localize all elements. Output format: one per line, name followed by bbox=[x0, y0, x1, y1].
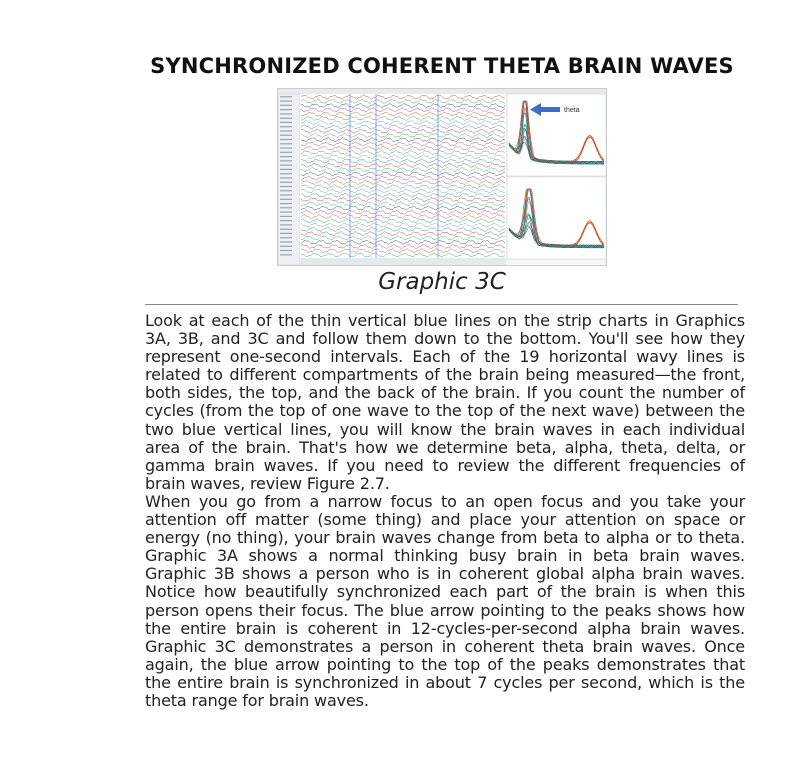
channel-label-placeholder bbox=[280, 143, 292, 144]
channel-label-placeholder bbox=[280, 152, 292, 153]
strip-chart bbox=[300, 94, 506, 258]
eeg-menu-bar bbox=[278, 89, 606, 94]
time-axis bbox=[300, 258, 506, 265]
channel-label-placeholder bbox=[280, 190, 292, 191]
channel-label-placeholder bbox=[280, 199, 292, 200]
channel-label-placeholder bbox=[280, 160, 292, 161]
channel-label-placeholder bbox=[280, 165, 292, 166]
body-text bbox=[145, 312, 745, 710]
channel-label-placeholder bbox=[280, 173, 292, 174]
channel-label-placeholder bbox=[280, 250, 292, 251]
channel-label-placeholder bbox=[280, 105, 292, 106]
channel-label-placeholder bbox=[280, 224, 292, 225]
channel-label-placeholder bbox=[280, 182, 292, 183]
channel-label-placeholder bbox=[280, 220, 292, 221]
channel-label-placeholder bbox=[280, 130, 292, 131]
eeg-screenshot-figure bbox=[277, 88, 607, 266]
channel-label-placeholder bbox=[280, 212, 292, 213]
channel-label-placeholder bbox=[280, 254, 292, 255]
channel-label-placeholder bbox=[280, 241, 292, 242]
channel-label-placeholder bbox=[280, 156, 292, 157]
channel-label-placeholder bbox=[280, 109, 292, 110]
channel-label-placeholder bbox=[280, 233, 292, 234]
channel-label-placeholder bbox=[280, 216, 292, 217]
paragraph: Look at each of the thin vertical blue lines on the strip charts in Graphics 3A, 3B, and 3C and follow them down to the bottom. You'll see how they represent one-second intervals. Each of the 19 horizontal wavy lines is related to different compartments of the brain being measured—the front, both sides, the top, and the back of the brain. If you count the number of cycles (from the top of one wave to the top of the next wave) between the two blue vertical lines, you will know the brain waves in each individual area of the brain. That's how we determine beta, alpha, theta, delta, or gamma brain waves. If you need to review the different frequencies of brain waves, review Figure 2.7. bbox=[145, 311, 745, 493]
channel-label-placeholder bbox=[280, 229, 292, 230]
arrow-label: theta bbox=[564, 107, 580, 114]
channel-label-placeholder bbox=[280, 118, 292, 119]
channel-label-placeholder bbox=[280, 207, 292, 208]
channel-label-placeholder bbox=[280, 246, 292, 247]
channel-label-placeholder bbox=[280, 203, 292, 204]
channel-label-placeholder bbox=[280, 135, 292, 136]
eeg-graphic bbox=[278, 89, 606, 265]
page-title: SYNCHRONIZED COHERENT THETA BRAIN WAVES bbox=[150, 54, 734, 78]
channel-label-placeholder bbox=[280, 113, 292, 114]
channel-label-placeholder bbox=[280, 96, 292, 97]
channel-label-placeholder bbox=[280, 177, 292, 178]
channel-label-placeholder bbox=[280, 237, 292, 238]
channel-label-placeholder bbox=[280, 101, 292, 102]
paragraph: When you go from a narrow focus to an open focus and you take your attention off matter (some thing) and place your attention on space or energy (no thing), your brain waves change from beta to alpha or to theta. Graphic 3A shows a normal thinking busy brain in beta brain waves. Graphic 3B shows a person who is in coherent global alpha brain waves. Notice how beautifully synchronized each part of the brain is when this person opens their focus. The blue arrow pointing to the peaks shows how the entire brain is coherent in 12-cycles-per-second alpha brain waves. Graphic 3C demonstrates a person in coherent theta brain waves. Once again, the blue arrow pointing to the top of the peaks demonstrates that the entire brain is synchronized in about 7 cycles per second, which is the theta range for brain waves. bbox=[145, 491, 745, 710]
channel-label-placeholder bbox=[280, 169, 292, 170]
channel-label-placeholder bbox=[280, 194, 292, 195]
channel-label-placeholder bbox=[280, 186, 292, 187]
channel-label-placeholder bbox=[280, 122, 292, 123]
divider bbox=[145, 304, 738, 305]
channel-label-placeholder bbox=[280, 139, 292, 140]
figure-caption: Graphic 3C bbox=[378, 269, 506, 295]
channel-list-panel bbox=[278, 94, 300, 265]
channel-label-placeholder bbox=[280, 147, 292, 148]
channel-label-placeholder bbox=[280, 126, 292, 127]
